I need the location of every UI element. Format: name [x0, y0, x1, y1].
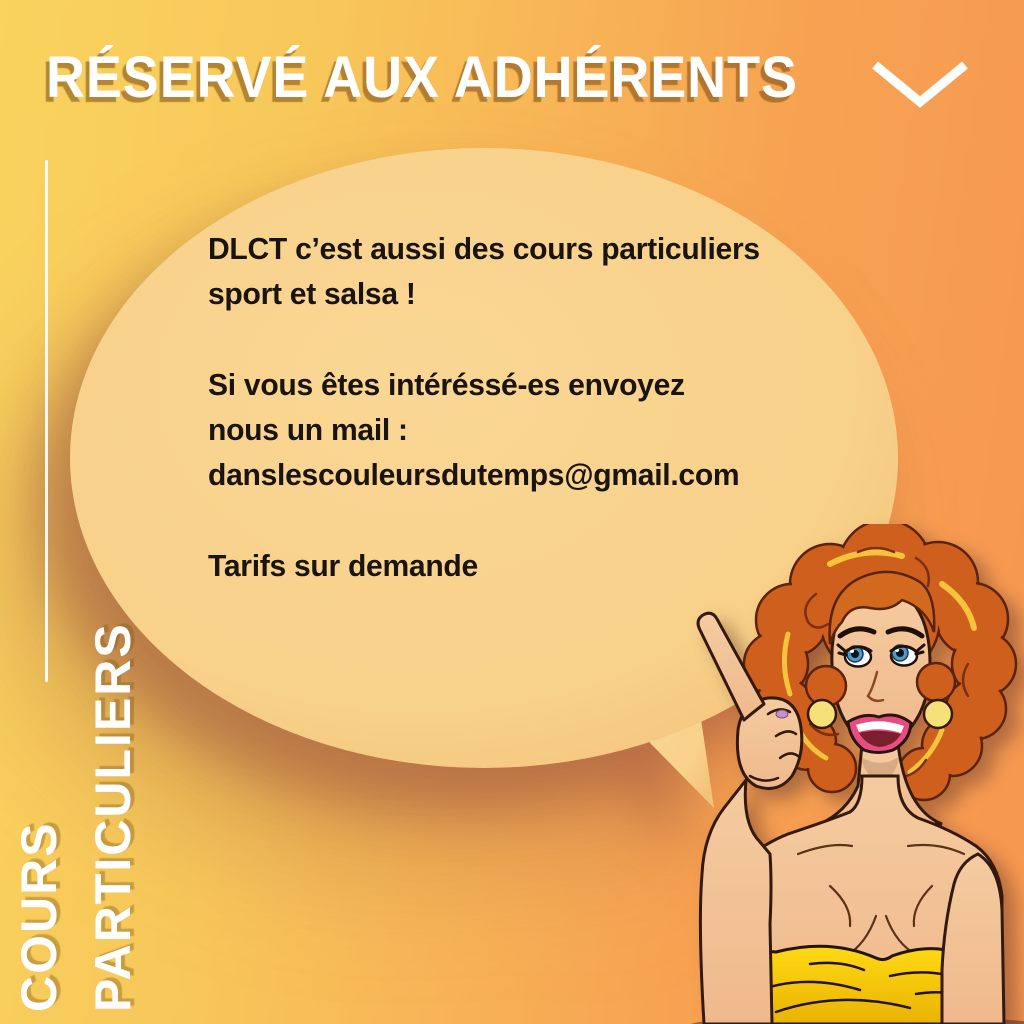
bubble-email-text: danslescouleursdutemps@gmail.com: [208, 457, 740, 492]
bubble-line: sport et salsa !: [208, 276, 416, 311]
side-label: [2, 572, 150, 1012]
bubble-paragraph-1: [208, 226, 839, 316]
bubble-line: Si vous êtes intéréssé-es envoyez: [208, 367, 685, 402]
hair-side-curl-right: [917, 663, 955, 701]
chevron-down-icon[interactable]: [868, 56, 972, 114]
side-label-line-1: COURS: [11, 821, 67, 1012]
bubble-line: DLCT c’est aussi des cours particuliers: [208, 231, 760, 266]
fingernail: [776, 710, 788, 718]
page-title: RÉSERVÉ AUX ADHÉRENTS: [46, 45, 798, 110]
earring-left: [808, 700, 836, 728]
bubble-line: Tarifs sur demande: [208, 548, 478, 583]
woman-illustration: [680, 524, 1024, 1024]
bubble-line: nous un mail :: [208, 412, 408, 447]
earring-right: [924, 700, 952, 728]
side-label-line-2: PARTICULIERS: [76, 572, 150, 1012]
bubble-paragraph-2: [208, 362, 839, 497]
mouth: [848, 715, 911, 753]
left-arm: [700, 780, 772, 1024]
